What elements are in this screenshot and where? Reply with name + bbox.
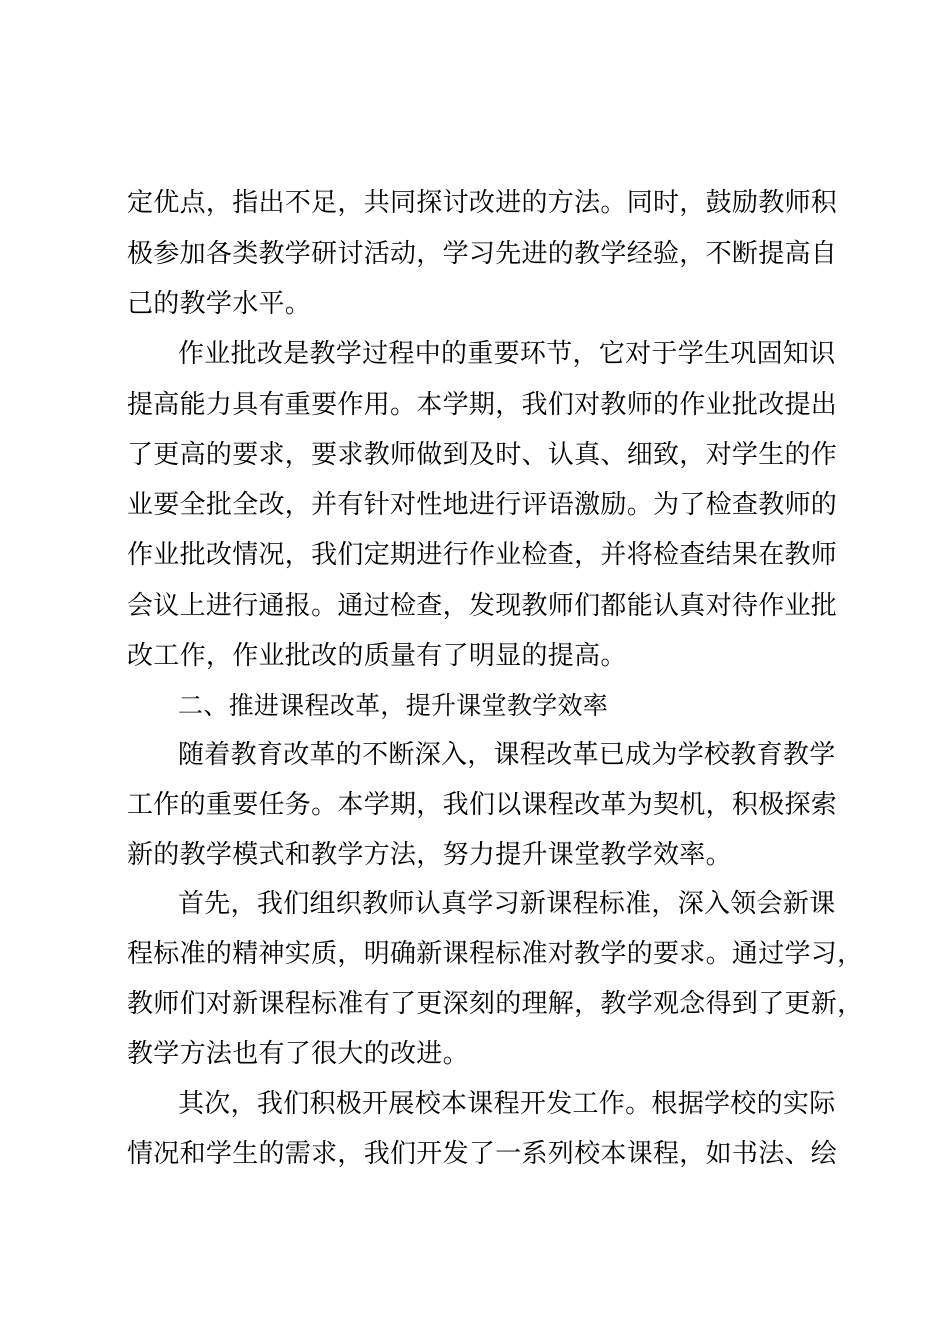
text-line: 了更高的要求，要求教师做到及时、认真、细致，对学生的作 xyxy=(127,440,838,470)
text-line: 极参加各类教学研讨活动，学习先进的教学经验，不断提高自 xyxy=(127,239,838,269)
text-line: 业要全批全改，并有针对性地进行评语激励。为了检查教师的 xyxy=(127,490,838,520)
section-heading: 二、推进课程改革，提升课堂教学效率 xyxy=(178,691,609,720)
text-line: 改工作，作业批改的质量有了明显的提高。 xyxy=(127,641,627,671)
text-line: 工作的重要任务。本学期，我们以课程改革为契机，积极探索 xyxy=(127,790,838,820)
text-line: 新的教学模式和教学方法，努力提升课堂教学效率。 xyxy=(127,840,732,870)
text-line: 教师们对新课程标准有了更深刻的理解，教学观念得到了更新， xyxy=(127,989,864,1019)
text-line: 教学方法也有了很大的改进。 xyxy=(127,1039,469,1069)
text-line: 随着教育改革的不断深入，课程改革已成为学校教育教学 xyxy=(178,740,836,770)
text-line: 定优点，指出不足，共同探讨改进的方法。同时，鼓励教师积 xyxy=(127,188,838,218)
text-line: 程标准的精神实质，明确新课程标准对教学的要求。通过学习， xyxy=(127,939,864,969)
text-line: 作业批改情况，我们定期进行作业检查，并将检查结果在教师 xyxy=(127,540,838,570)
text-line: 己的教学水平。 xyxy=(127,289,312,319)
text-line: 首先，我们组织教师认真学习新课程标准，深入领会新课 xyxy=(178,889,836,919)
text-line: 提高能力具有重要作用。本学期，我们对教师的作业批改提出 xyxy=(127,390,838,420)
text-line: 作业批改是教学过程中的重要环节，它对于学生巩固知识 xyxy=(178,339,836,369)
text-line: 会议上进行通报。通过检查，发现教师们都能认真对待作业批 xyxy=(127,591,838,621)
text-line: 其次，我们积极开展校本课程开发工作。根据学校的实际 xyxy=(178,1089,836,1119)
text-line: 情况和学生的需求，我们开发了一系列校本课程，如书法、绘 xyxy=(127,1139,838,1169)
